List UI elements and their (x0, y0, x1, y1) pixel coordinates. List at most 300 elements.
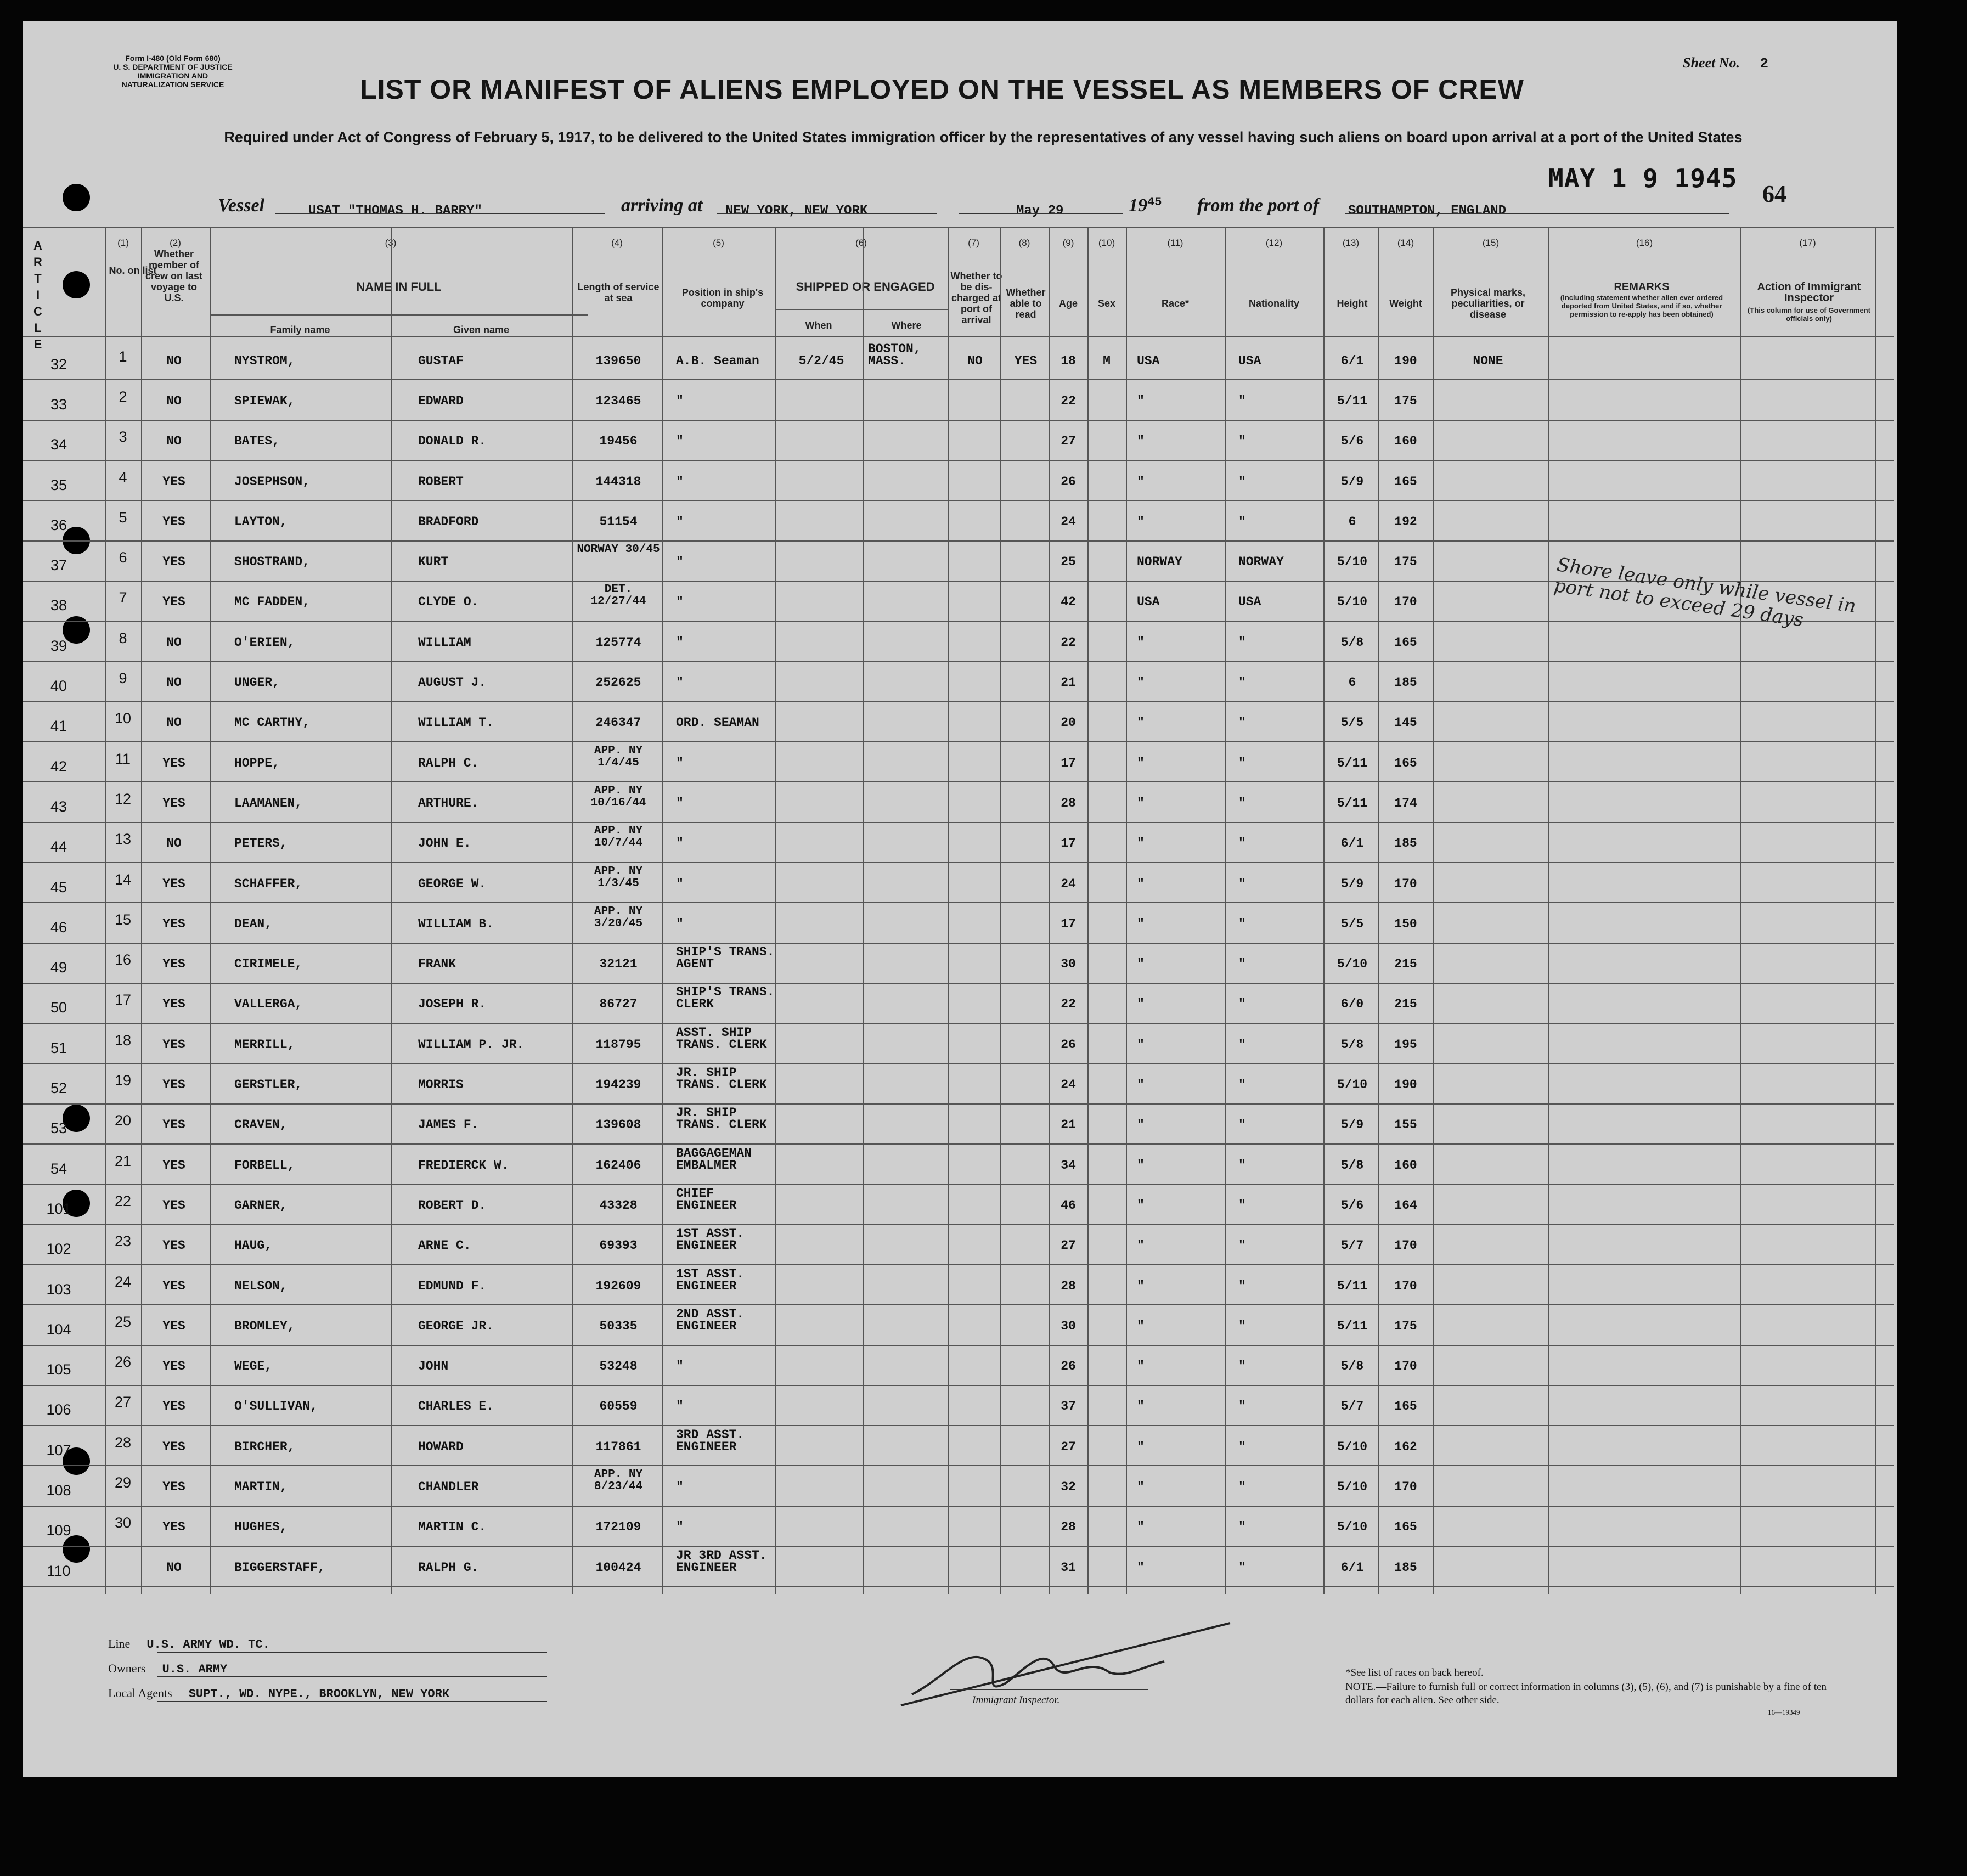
article-header-letter: R (33, 255, 42, 269)
row-divider (23, 1264, 1894, 1265)
cell-nationality: " (1238, 876, 1246, 891)
article-number: 105 (46, 1361, 71, 1378)
cell-service: APP. NY 10/16/44 (590, 784, 646, 809)
cell-weight: 215 (1394, 957, 1417, 972)
cell-member: YES (162, 1319, 185, 1333)
cell-height: 5/11 (1337, 756, 1368, 770)
year-prefix: 19 (1129, 195, 1147, 216)
cell-race: " (1137, 957, 1145, 972)
cell-age: 22 (1061, 997, 1076, 1012)
cell-position: " (676, 675, 684, 690)
cell-given: WILLIAM (418, 635, 471, 650)
form-id-line: IMMIGRATION AND NATURALIZATION SERVICE (121, 71, 224, 89)
cell-member: YES (162, 1238, 185, 1253)
cell-age: 24 (1061, 876, 1076, 891)
article-number: 35 (50, 476, 67, 493)
list-number: 16 (114, 951, 132, 968)
article-number: 38 (50, 597, 67, 614)
cell-race: " (1137, 1319, 1145, 1333)
handwritten-remark: Shore leave only while vessel in port not to exceed 29 days (1552, 554, 1858, 632)
col-length-service: Length of service at sea (577, 281, 660, 303)
row-divider (23, 1184, 1894, 1185)
cell-race: " (1137, 796, 1145, 810)
row-divider (23, 1506, 1894, 1507)
row-divider (23, 1345, 1894, 1346)
col-action-note: (This column for use of Government officials only) (1748, 306, 1870, 323)
cell-nationality: " (1238, 1319, 1246, 1333)
form-id-line: U. S. DEPARTMENT OF JUSTICE (113, 63, 233, 71)
column-divider (1378, 227, 1379, 1594)
cell-race: " (1137, 876, 1145, 891)
cell-family: UNGER, (234, 675, 280, 690)
cell-age: 17 (1061, 836, 1076, 851)
list-number: 2 (119, 388, 127, 405)
cell-nationality: " (1238, 1399, 1246, 1414)
cell-weight: 165 (1394, 474, 1417, 489)
cell-height: 6 (1348, 514, 1356, 529)
cell-weight: 170 (1394, 876, 1417, 891)
cell-weight: 160 (1394, 1158, 1417, 1173)
cell-age: 46 (1061, 1198, 1076, 1213)
cell-height: 6/1 (1340, 836, 1364, 851)
cell-given: BRADFORD (418, 514, 479, 529)
column-number: (2) (170, 238, 181, 248)
list-number: 28 (114, 1434, 132, 1451)
cell-family: MC CARTHY, (234, 716, 311, 730)
article-header-letter: I (36, 288, 40, 302)
cell-given: JOHN (418, 1359, 449, 1374)
cell-member: YES (162, 1278, 185, 1293)
article-number: 104 (46, 1321, 71, 1338)
cell-age: 26 (1061, 1359, 1076, 1374)
cell-weight: 170 (1394, 1480, 1417, 1495)
column-divider (210, 227, 211, 1594)
article-number: 108 (46, 1482, 71, 1499)
cell-where: BOSTON, MASS. (868, 341, 921, 368)
page-subtitle: Required under Act of Congress of February 5, 1917, to be delivered to the United States immigration officer by the representatives of any vessel having such aliens on board upon arrival at a port of the United States (224, 129, 1743, 145)
cell-age: 28 (1061, 1278, 1076, 1293)
cell-age: 27 (1061, 1238, 1076, 1253)
list-number: 4 (119, 469, 127, 486)
row-divider (23, 1465, 1894, 1466)
cell-service: 118795 (595, 1037, 641, 1052)
cell-given: KURT (418, 555, 449, 570)
cell-member: NO (166, 675, 182, 690)
vessel-name: USAT "THOMAS H. BARRY" (308, 204, 482, 218)
cell-weight: 174 (1394, 796, 1417, 810)
cell-given: RALPH G. (418, 1560, 479, 1575)
cell-age: 17 (1061, 916, 1076, 931)
row-divider (23, 822, 1894, 823)
column-number: (6) (855, 238, 867, 248)
cell-family: JOSEPHSON, (234, 474, 311, 489)
cell-service: 123465 (595, 393, 641, 408)
cell-nationality: " (1238, 1238, 1246, 1253)
cell-position: 1ST ASST. ENGINEER (676, 1226, 745, 1253)
col-when: When (805, 320, 832, 331)
cell-member: NO (166, 434, 182, 449)
column-number: (1) (117, 238, 129, 248)
article-number: 37 (50, 557, 67, 574)
cell-position: " (676, 836, 684, 851)
cell-age: 28 (1061, 1520, 1076, 1535)
article-number: 51 (50, 1039, 67, 1056)
cell-given: MARTIN C. (418, 1520, 487, 1535)
column-divider (1740, 227, 1741, 1594)
cell-age: 26 (1061, 1037, 1076, 1052)
cell-age: 27 (1061, 1439, 1076, 1454)
departure-port: SOUTHAMPTON, ENGLAND (1348, 204, 1507, 218)
cell-height: 5/9 (1340, 1118, 1364, 1133)
col-discharged: Whether to be dis- charged at port of arrival (950, 271, 1002, 325)
inspector-signature (879, 1612, 1274, 1716)
article-number: 107 (46, 1441, 71, 1458)
cell-discharged: NO (967, 353, 983, 368)
col-given-name: Given name (453, 324, 510, 335)
list-number: 26 (114, 1354, 132, 1371)
cell-position: JR. SHIP TRANS. CLERK (676, 1106, 767, 1133)
cell-age: 17 (1061, 756, 1076, 770)
article-number: 54 (50, 1160, 67, 1177)
cell-race: " (1137, 1399, 1145, 1414)
cell-family: WEGE, (234, 1359, 273, 1374)
cell-member: NO (166, 635, 182, 650)
cell-age: 31 (1061, 1560, 1076, 1575)
form-id-line: Form I-480 (Old Form 680) (125, 54, 221, 63)
cell-height: 5/10 (1337, 555, 1368, 570)
cell-weight: 170 (1394, 1278, 1417, 1293)
article-number: 53 (50, 1120, 67, 1137)
cell-age: 34 (1061, 1158, 1076, 1173)
cell-weight: 185 (1394, 836, 1417, 851)
sheet-label: Sheet No. (1683, 55, 1740, 71)
cell-nationality: " (1238, 1560, 1246, 1575)
cell-height: 5/10 (1337, 957, 1368, 972)
cell-nationality: " (1238, 1278, 1246, 1293)
cell-height: 6 (1348, 675, 1356, 690)
cell-position: ORD. SEAMAN (676, 716, 759, 730)
cell-weight: 170 (1394, 1238, 1417, 1253)
list-number: 24 (114, 1273, 132, 1290)
cell-given: HOWARD (418, 1439, 464, 1454)
list-number: 11 (115, 750, 131, 767)
cell-weight: 195 (1394, 1037, 1417, 1052)
cell-height: 5/5 (1340, 716, 1364, 730)
agents-label: Local Agents (108, 1686, 172, 1700)
column-divider (572, 227, 573, 1594)
article-number: 40 (50, 678, 67, 695)
col-nationality: Nationality (1248, 298, 1299, 309)
cell-nationality: USA (1238, 353, 1261, 368)
list-number: 22 (114, 1192, 132, 1209)
cell-family: BIGGERSTAFF, (234, 1560, 325, 1575)
form-code: 16—19349 (1768, 1708, 1800, 1716)
cell-family: HUGHES, (234, 1520, 288, 1535)
shipped-subheader-line (775, 309, 948, 310)
header-bottom-line (23, 336, 1894, 337)
article-number: 32 (50, 356, 67, 373)
article-number: 49 (50, 959, 67, 976)
cell-given: GEORGE JR. (418, 1319, 494, 1333)
cell-nationality: " (1238, 756, 1246, 770)
vessel-label: Vessel (218, 195, 264, 216)
cell-race: " (1137, 997, 1145, 1012)
cell-weight: 215 (1394, 997, 1417, 1012)
cell-weight: 175 (1394, 393, 1417, 408)
cell-position: " (676, 635, 684, 650)
row-divider (23, 621, 1894, 622)
cell-nationality: " (1238, 1078, 1246, 1092)
cell-given: WILLIAM P. JR. (418, 1037, 525, 1052)
list-number: 10 (114, 710, 132, 727)
cell-service: 43328 (599, 1198, 638, 1213)
cell-member: YES (162, 1158, 185, 1173)
cell-position: JR 3RD ASST. ENGINEER (676, 1548, 767, 1575)
cell-given: CHANDLER (418, 1480, 479, 1495)
cell-family: NELSON, (234, 1278, 288, 1293)
article-header-letter: T (34, 272, 42, 285)
line-value: U.S. ARMY WD. TC. (146, 1638, 270, 1652)
article-number: 33 (50, 396, 67, 413)
row-divider (23, 1385, 1894, 1386)
cell-age: 21 (1061, 675, 1076, 690)
cell-given: JAMES F. (418, 1118, 479, 1133)
col-remarks-note: (Including statement whether alien ever ordered deported from United States, and if so, whether permission to re-apply has been obtained) (1560, 294, 1723, 318)
cell-position: " (676, 393, 684, 408)
cell-nationality: " (1238, 675, 1246, 690)
article-number: 110 (47, 1562, 71, 1579)
cell-member: YES (162, 1078, 185, 1092)
cell-height: 5/9 (1340, 876, 1364, 891)
cell-family: MERRILL, (234, 1037, 295, 1052)
cell-when: 5/2/45 (798, 353, 844, 368)
cell-given: GEORGE W. (418, 876, 487, 891)
cell-family: GARNER, (234, 1198, 288, 1213)
cell-position: 1ST ASST. ENGINEER (676, 1266, 745, 1293)
cell-service: 53248 (599, 1359, 638, 1374)
cell-nationality: USA (1238, 595, 1261, 610)
article-number: 106 (46, 1401, 71, 1418)
cell-race: " (1137, 756, 1145, 770)
row-divider (23, 902, 1894, 903)
cell-position: JR. SHIP TRANS. CLERK (676, 1066, 767, 1092)
article-header-letter: E (33, 337, 42, 351)
row-divider (23, 1063, 1894, 1064)
cell-age: 32 (1061, 1480, 1076, 1495)
cell-family: O'ERIEN, (234, 635, 295, 650)
cell-service: 69393 (599, 1238, 638, 1253)
column-divider (662, 227, 663, 1594)
cell-member: YES (162, 876, 185, 891)
cell-member: YES (162, 1359, 185, 1374)
cell-given: CLYDE O. (418, 595, 479, 610)
cell-age: 22 (1061, 393, 1076, 408)
cell-nationality: " (1238, 635, 1246, 650)
column-divider (1875, 227, 1876, 1594)
cell-height: 5/9 (1340, 474, 1364, 489)
article-number: 44 (50, 838, 67, 855)
cell-service: 50335 (599, 1319, 638, 1333)
cell-height: 5/7 (1340, 1238, 1364, 1253)
column-divider (775, 227, 776, 1594)
cell-family: LAYTON, (234, 514, 288, 529)
cell-family: CRAVEN, (234, 1118, 288, 1133)
underline (717, 213, 937, 214)
cell-age: 26 (1061, 474, 1076, 489)
row-divider (23, 741, 1894, 742)
column-divider (1433, 227, 1434, 1594)
cell-position: " (676, 514, 684, 529)
underline (157, 1701, 547, 1702)
line-field (108, 1637, 270, 1652)
cell-position: SHIP'S TRANS. AGENT (676, 945, 775, 972)
cell-height: 5/5 (1340, 916, 1364, 931)
cell-weight: 185 (1394, 1560, 1417, 1575)
article-number: 103 (46, 1281, 71, 1298)
table-top-border (23, 227, 1894, 228)
cell-height: 5/7 (1340, 1399, 1364, 1414)
article-number: 109 (46, 1522, 71, 1539)
cell-member: NO (166, 353, 182, 368)
underline (1345, 213, 1729, 214)
cell-race: " (1137, 916, 1145, 931)
manifest-sheet (23, 21, 1897, 1777)
cell-nationality: " (1238, 1118, 1246, 1133)
cell-marks: NONE (1473, 353, 1503, 368)
cell-nationality: NORWAY (1238, 555, 1284, 570)
cell-weight: 165 (1394, 1520, 1417, 1535)
row-divider (23, 1586, 1894, 1587)
cell-race: " (1137, 1158, 1145, 1173)
cell-height: 5/10 (1337, 1520, 1368, 1535)
cell-given: EDWARD (418, 393, 464, 408)
cell-nationality: " (1238, 716, 1246, 730)
cell-service: APP. NY 1/3/45 (594, 865, 643, 890)
cell-race: " (1137, 514, 1145, 529)
cell-member: YES (162, 555, 185, 570)
cell-family: MC FADDEN, (234, 595, 311, 610)
cell-service: APP. NY 8/23/44 (594, 1468, 643, 1494)
cell-family: GERSTLER, (234, 1078, 303, 1092)
cell-weight: 170 (1394, 1359, 1417, 1374)
column-number: (16) (1636, 238, 1653, 248)
column-divider (1548, 227, 1549, 1594)
list-number: 13 (114, 831, 132, 848)
cell-weight: 160 (1394, 434, 1417, 449)
row-divider (23, 379, 1894, 380)
cell-given: EDMUND F. (418, 1278, 487, 1293)
fine-note: NOTE.—Failure to furnish full or correct information in columns (3), (5), (6), and (7) is punishable by a fine of ten dollars for each alien. See other side. (1345, 1681, 1827, 1706)
arriving-wrap (725, 198, 868, 218)
article-number: 42 (50, 758, 67, 775)
underline (157, 1652, 547, 1653)
cell-position: " (676, 1520, 684, 1535)
cell-weight: 192 (1394, 514, 1417, 529)
cell-nationality: " (1238, 434, 1246, 449)
cell-position: 2ND ASST. ENGINEER (676, 1306, 745, 1333)
cell-height: 5/11 (1337, 1319, 1368, 1333)
article-number: 39 (50, 637, 67, 654)
cell-nationality: " (1238, 474, 1246, 489)
cell-nationality: " (1238, 796, 1246, 810)
column-divider (1000, 227, 1001, 1594)
list-number: 25 (114, 1313, 132, 1330)
article-number: 102 (46, 1241, 71, 1258)
list-number: 19 (114, 1072, 132, 1089)
inspector-label: Immigrant Inspector. (972, 1694, 1060, 1706)
cell-member: YES (162, 997, 185, 1012)
cell-family: O'SULLIVAN, (234, 1399, 318, 1414)
cell-given: RALPH C. (418, 756, 479, 770)
agents-field (108, 1686, 449, 1701)
row-divider (23, 943, 1894, 944)
column-number: (7) (968, 238, 979, 248)
col-race: Race* (1161, 298, 1190, 309)
year-wrap (1129, 195, 1162, 216)
cell-member: NO (166, 716, 182, 730)
list-number: 21 (114, 1152, 132, 1169)
column-divider (391, 227, 392, 1594)
cell-age: 30 (1061, 1319, 1076, 1333)
cell-nationality: " (1238, 1158, 1246, 1173)
cell-given: AUGUST J. (418, 675, 487, 690)
cell-position: " (676, 1399, 684, 1414)
cell-nationality: " (1238, 514, 1246, 529)
cell-given: CHARLES E. (418, 1399, 494, 1414)
cell-service: 194239 (595, 1078, 641, 1092)
cell-race: USA (1137, 595, 1160, 610)
cell-position: " (676, 434, 684, 449)
cell-family: MARTIN, (234, 1480, 288, 1495)
article-number: 36 (50, 516, 67, 533)
cell-family: HAUG, (234, 1238, 273, 1253)
arriving-port: NEW YORK, NEW YORK (725, 204, 868, 218)
column-number: (17) (1799, 238, 1816, 248)
cell-member: NO (166, 836, 182, 851)
col-physical-marks: Physical marks, peculiarities, or disease (1450, 287, 1526, 320)
list-number: 29 (114, 1474, 132, 1491)
cell-family: LAAMANEN, (234, 796, 303, 810)
cell-race: " (1137, 393, 1145, 408)
cell-weight: 165 (1394, 635, 1417, 650)
col-sex: Sex (1097, 298, 1116, 309)
cell-service: 60559 (599, 1399, 638, 1414)
cell-race: USA (1137, 353, 1160, 368)
list-number: 12 (114, 790, 132, 807)
cell-race: " (1137, 474, 1145, 489)
row-divider (23, 1224, 1894, 1225)
cell-nationality: " (1238, 836, 1246, 851)
cell-age: 18 (1061, 353, 1076, 368)
list-number: 6 (119, 549, 127, 566)
cell-race: " (1137, 1037, 1145, 1052)
cell-weight: 145 (1394, 716, 1417, 730)
cell-race: " (1137, 1560, 1145, 1575)
cell-race: " (1137, 716, 1145, 730)
article-number: 34 (50, 436, 67, 453)
cell-height: 5/10 (1337, 1078, 1368, 1092)
cell-member: YES (162, 514, 185, 529)
row-divider (23, 500, 1894, 501)
cell-race: " (1137, 1359, 1145, 1374)
cell-service: NORWAY 30/45 (577, 543, 660, 556)
column-number: (14) (1397, 238, 1414, 248)
list-number: 9 (119, 670, 127, 687)
cell-given: DONALD R. (418, 434, 487, 449)
sheet-number (1683, 55, 1768, 72)
cell-nationality: " (1238, 1198, 1246, 1213)
cell-nationality: " (1238, 997, 1246, 1012)
